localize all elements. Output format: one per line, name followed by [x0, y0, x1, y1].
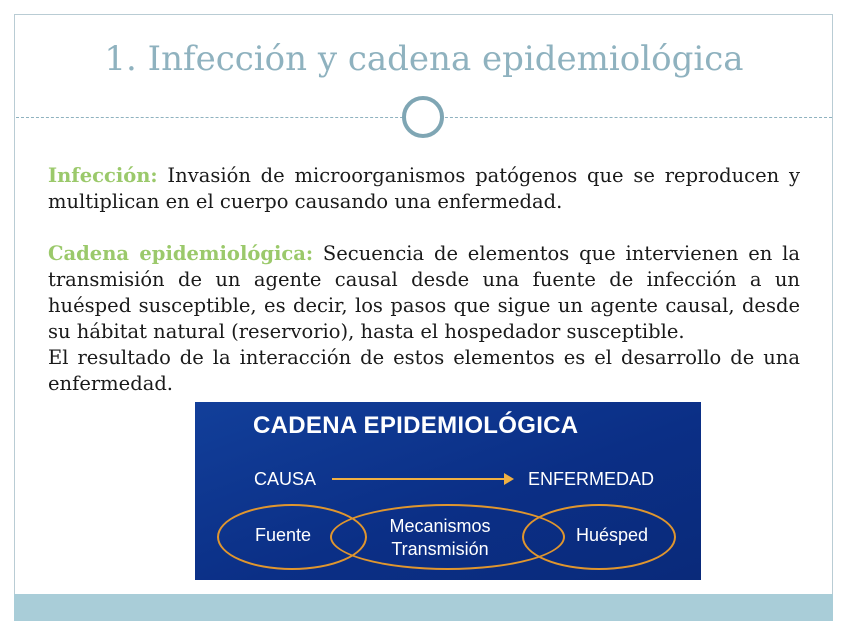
huesped-label: Huésped [576, 525, 649, 545]
resultado-paragraph: El resultado de la interacción de estos elementos es el desarrollo de una enfermedad. [48, 346, 800, 395]
infeccion-paragraph [48, 163, 800, 215]
mecanismos-label-group [385, 515, 495, 561]
infeccion-term: Infección: [48, 164, 158, 187]
slide-title: 1. Infección y cadena epidemiológica [104, 39, 744, 79]
divider-circle-ornament [402, 96, 444, 138]
slide-body [48, 163, 800, 397]
enfermedad-label: ENFERMEDAD [528, 469, 655, 489]
cadena-definition: Secuencia de elementos que intervienen en la transmisión de un agente causal desde una fuente de infección a un huésped susceptible, es decir, los pasos que sigue un agente causal, desde su hábitat natural (reservorio), hasta el hospedador susceptible. [48, 242, 800, 343]
infeccion-definition: Invasión de microorganismos patógenos que se reproducen y multiplican en el cuerpo causando una enfermedad. [48, 164, 800, 213]
causa-label: CAUSA [254, 469, 317, 489]
cadena-term: Cadena epidemiológica: [48, 242, 314, 265]
transmision-label: Transmisión [391, 539, 489, 559]
diagram-title: CADENA EPIDEMIOLÓGICA [253, 412, 579, 439]
cadena-paragraph [48, 241, 800, 345]
arrow-head-icon [504, 473, 514, 485]
causa-to-enfermedad-arrow [332, 478, 508, 480]
cadena-diagram [195, 402, 701, 580]
footer-bar [14, 594, 833, 621]
mecanismos-label: Mecanismos [389, 516, 491, 536]
fuente-label: Fuente [255, 525, 312, 545]
